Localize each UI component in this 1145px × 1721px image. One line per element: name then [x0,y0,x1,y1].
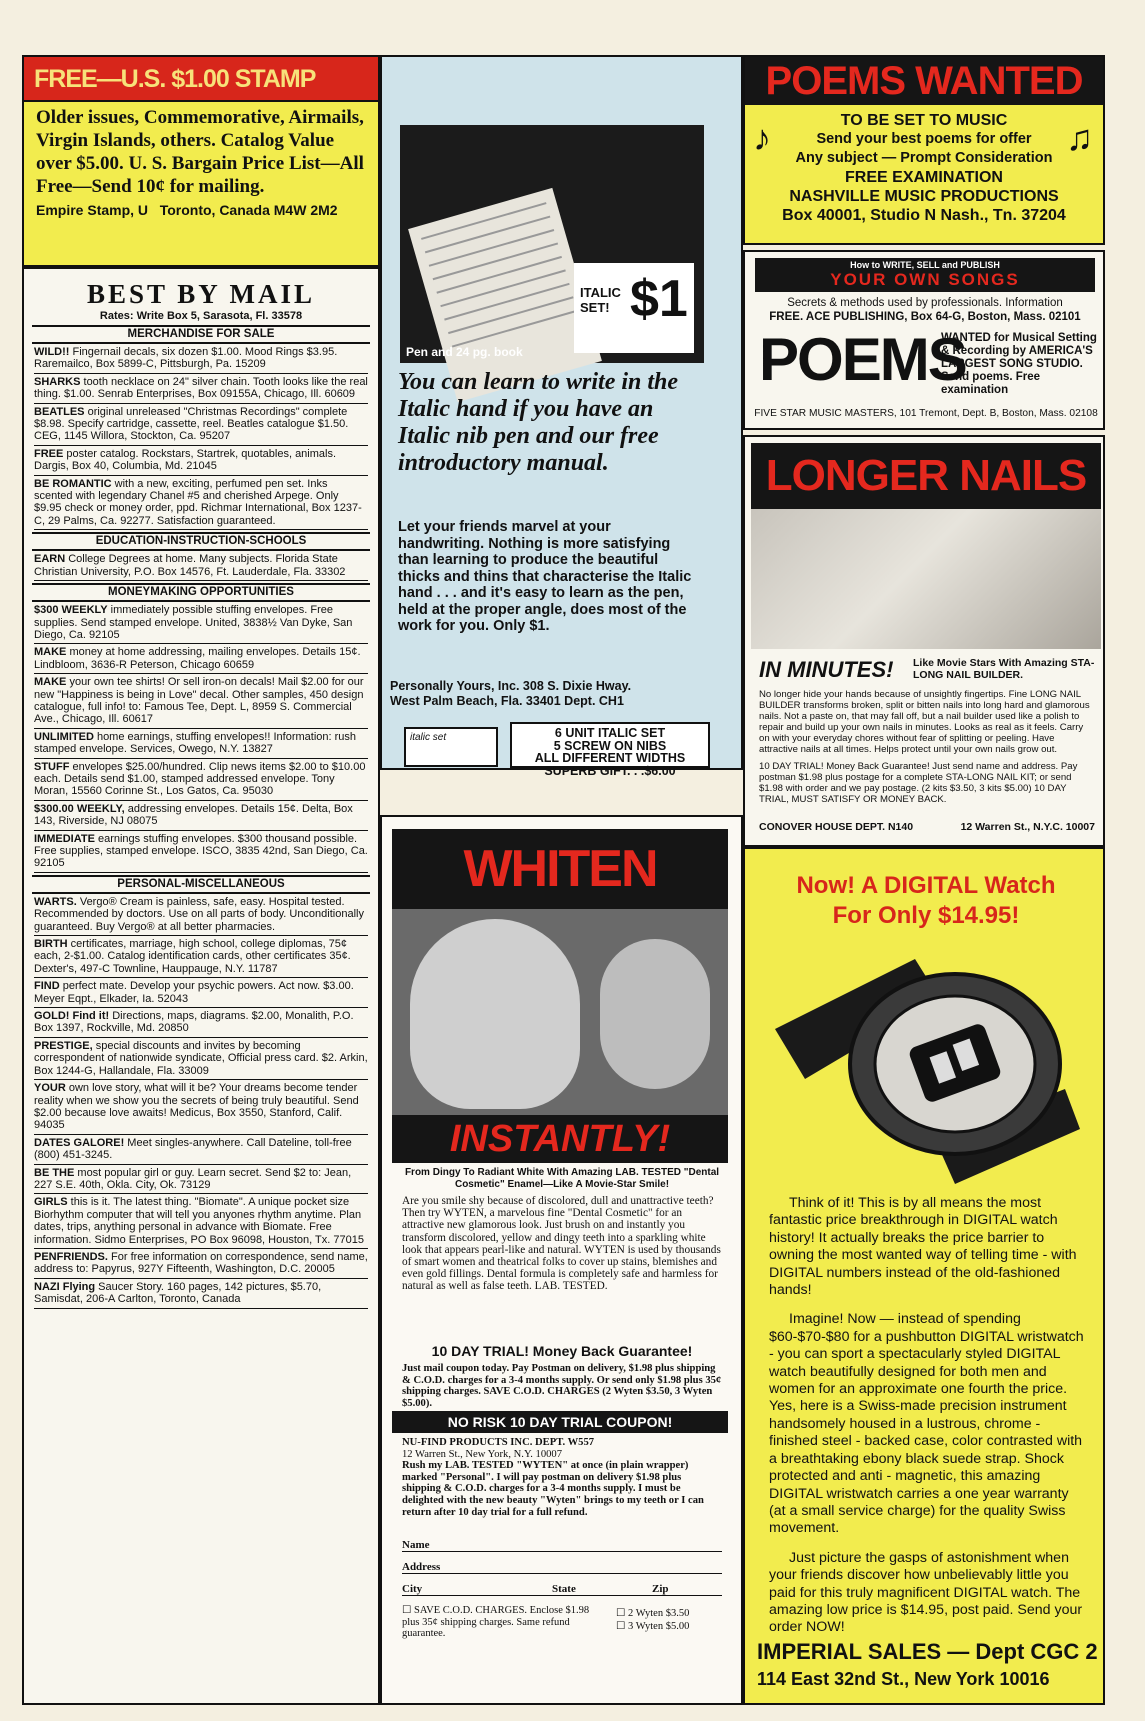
classified-text: addressing envelopes. Details 15¢. Delta, Box 143, Riverside, NJ 08075 [34,802,353,828]
poems-line-4: FREE EXAMINATION [845,169,1003,186]
man-face-illustration [600,939,710,1089]
save-cod-option[interactable] [402,1605,602,1640]
quantity-options [616,1607,689,1633]
classified-text: with a new, exciting, perfumed pen set. Inks scented with legendary Chanel #5 and cherished Arpege. Only $9.95 check or money order, ppd. Richmar International, Box 1237-C, 29 Palms, Ca. 92277. Satisfaction guaranteed. [34,477,362,527]
classified-lead: STUFF [34,760,70,773]
italic-address-line-1: Personally Yours, Inc. 308 S. Dixie Hway. [390,679,632,693]
left-column [22,55,380,1705]
zip-field-label: Zip [652,1583,669,1595]
classified-lead: DATES GALORE! [34,1136,125,1149]
teeth-trial-heading: 10 DAY TRIAL! Money Back Guarantee! [431,1343,693,1359]
smiling-faces-photo [392,909,728,1115]
classified-listing [34,1196,368,1249]
songs-info [755,296,1095,324]
classified-listing [34,1137,368,1165]
classifieds-title: BEST BY MAIL [86,279,316,309]
whiten-teeth-ad [380,815,743,1705]
classified-listing [34,731,368,759]
classified-text: most popular girl or guy. Learn secret. Send $2 to: Jean, 227 S.E. 40th, Okla. City, Ok. 73129 [34,1166,352,1191]
address-field-label: Address [402,1561,441,1573]
classified-section-heading: MERCHANDISE FOR SALE [32,325,370,344]
poems-line-1: TO BE SET TO MUSIC [840,112,1008,129]
nails-headline: LONGER NAILS [751,443,1101,509]
italic-address [390,679,720,709]
classified-section-heading: EDUCATION-INSTRUCTION-SCHOOLS [32,532,370,551]
classified-lead: PENFRIENDS. [34,1250,108,1263]
classified-listing [34,1010,368,1038]
set-line-2: 5 SCREW ON NIBS [553,738,667,753]
classified-listing [34,1082,368,1135]
classified-listing [34,376,368,404]
nails-trial: 10 DAY TRIAL! Money Back Guarantee! Just send name and address. Pay postman $1.98 plus postage for a complete STA-LONG NAIL KIT; or send $1.98 with order and we pay postage. (2 kits $3.50, 3 kits $5.00) 10 DAY TRIAL, MUST SATISFY OR MONEY BACK. [759,761,1078,805]
save-cod-checkbox[interactable]: ☐ [402,1605,415,1616]
classified-listing [34,646,368,674]
classified-section-heading: MONEYMAKING OPPORTUNITIES [32,583,370,602]
classified-text: College Degrees at home. Many subjects. Florida State Christian University, P.O. Box 14576, Ft. Lauderdale, Fla. 33302 [34,553,346,578]
italic-set-case-illustration [404,727,498,767]
classified-text: earnings stuffing envelopes. $300 thousand possible. Free supplies, stamped envelope. ISCO, 3835 42nd, San Diego, Ca. 92105 [34,832,368,870]
classified-listing [34,553,368,581]
offer-price: $1 [630,270,688,328]
best-by-mail-classifieds [22,267,380,1705]
nails-footer [759,821,1095,833]
classified-lead: YOUR [34,1082,66,1095]
songs-banner-big: YOUR OWN SONGS [830,270,1020,289]
poems-wanted-headline: POEMS WANTED [745,57,1103,105]
classified-listing [34,1281,368,1309]
classified-lead: MAKE [34,676,67,689]
set-line-1: 6 UNIT ITALIC SET [554,726,666,740]
classified-text: immediately possible stuffing envelopes. Free supplies. Send stamped envelope. United, 3838½ Van Dyke, San Diego, Ca. 92105 [34,604,353,641]
classified-lead: UNLIMITED [34,730,94,743]
set-line-3: ALL DIFFERENT WIDTHS [534,751,686,765]
classified-lead: BE ROMANTIC [34,477,112,490]
poems-wanted-ad [743,55,1105,245]
poems-line-6: Box 40001, Studio N Nash., Tn. 37204 [782,207,1066,224]
classified-lead: SHARKS [34,375,81,388]
songs-footer: FIVE STAR MUSIC MASTERS, 101 Tremont, Dept. B, Boston, Mass. 02108 [754,408,1098,419]
classified-text: own love story, what will it be? Your dreams become tender reality when we show you the secrets of being truly beautiful. Send $2.00 because love awaits! Medicus, Box 3550, Stanford, Calif. 94035 [34,1082,359,1132]
classified-listing [34,803,368,831]
stamp-footer [24,198,378,222]
classified-text: Meet singles-anywhere. Call Dateline, toll-free (800) 451-3245. [34,1136,352,1162]
set-line-4: SUPERB GIFT. . .$6.00 [544,763,676,778]
nails-in-minutes: IN MINUTES! [759,657,894,682]
watch-paragraph-3: Just picture the gasps of astonishment when your friends discover how unbelievably little you paid for this truly magnificent DIGITAL watch. The amazing low price is $14.95, post paid. Send your order NOW! [769,1549,1083,1636]
classified-listing [34,1251,368,1279]
classified-listing [34,346,368,374]
songs-info-line-1: Secrets & methods used by professionals. Information [787,297,1063,309]
watch-paragraph-2: Imagine! Now — instead of spending $60-$70-$80 for a pushbutton DIGITAL wristwatch - you can sport a spectacularly styled DIGITAL watch beautifully designed for both men and women for an approximate one fourth the price. Yes, here is a Swiss-made precision instrument handsomely housed in a lustrous, chrome - finished steel - backed case, color contrasted with a breathtaking ebony black suede strap. Shock protected and anti - magnetic, this amazing DIGITAL wristwatch carries a one year warranty (at a small service charge) for the quality Swiss movement. [769,1311,1084,1537]
classified-listing [34,406,368,446]
classified-text: Saucer Story. 160 pages, 142 pictures, $5.70, Samisdat, 206-A Carlton, Toronto, Canada [34,1280,322,1306]
classified-text: certificates, marriage, high school, college diplomas, 75¢ each, 2-$1.00. Catalog identification cards, other certificates 35¢. Dexter's, 497-C Townline, Hauppauge, N.Y. 11787 [34,938,351,975]
teeth-trial-body: Just mail coupon today. Pay Postman on delivery, $1.98 plus shipping & C.O.D. charges for a 3-4 months supply. Or send only $1.98 plus 35¢ shipping charges. SAVE C.O.D. CHARGES (2 Wyten $3.50, 3 Wyten $5.00). [402,1363,722,1409]
middle-column [380,55,743,1705]
italic-set-offer [574,263,694,353]
option-2-label: 2 Wyten $3.50 [628,1608,690,1619]
classified-section-heading: PERSONAL-MISCELLANEOUS [32,875,370,894]
hand-nails-photo [751,509,1101,649]
teeth-body: Are you smile shy because of discolored, dull and unattractive teeth? Then try WYTEN, a marvelous fine "Dental Cosmetic" for an attractive new glamorous look. Just brush on and instantly you transform discolored, yellow and dingy teeth into a sparkling white look that appears pearl-like and natural. WYTEN is used by thousands of smart women and theatrical folks to cover up stains, blemishes and even gold fillings. Dental formula is completely safe and harmless for natural as well as false teeth. LAB. TESTED. [402,1195,721,1293]
watch-headline-2: For Only $14.95! [832,902,1020,929]
classified-lead: BIRTH [34,938,68,951]
offer-line-2: SET! [580,300,610,315]
classified-lead: FREE [34,447,64,460]
classified-listing [34,478,368,531]
music-notes-icon: ♫ [1066,117,1093,158]
watch-body [769,1195,1087,1649]
longer-nails-ad [743,435,1105,847]
nails-footer-right: 12 Warren St., N.Y.C. 10007 [960,821,1095,833]
poems-side-text: WANTED for Musical Setting & Recording by AMERICA'S LARGEST SONG STUDIO. Send poems. Free examination [941,332,1097,396]
classified-text: this is it. The latest thing. "Biomate". A unique pocket size Biorhythm computer that will tell you anyones rhythm anytime. Plan dates, trips, anything personal in advance with Biomate. Free information. Sidmo Enterprises, PO Box 96098, Houston, Tx. 77015 [34,1196,364,1246]
italic-set-case-label: italic set [410,732,447,743]
teeth-subhead: INSTANTLY! [392,1115,728,1163]
pen-book-caption: Pen and 24 pg. book [406,345,523,359]
classified-lead: GOLD! Find it! [34,1010,110,1023]
classified-text: envelopes $25.00/hundred. Clip news items $2.00 to $10.00 each. Details send $1.00, stamped addressed envelope. Tony Moran, 15560 Corinne St., Los Gatos, Ca. 95030 [34,760,366,798]
watch-footer-2: 114 East 32nd St., New York 10016 [757,1669,1050,1689]
watch-paragraph-1: Think of it! This is by all means the most fantastic price breakthrough in DIGITAL watch history! It actually breaks the price barrier to owning the most wanted way of telling time - with DIGITAL numbers instead of the old-fashioned hands! [769,1195,1077,1299]
teeth-headline: WHITEN [392,829,728,909]
italic-body: Let your friends marvel at your handwriting. Nothing is more satisfying than learning to produce the beautiful thicks and thins that characterise the Italic hand . . . and it's easy to learn as the pen, held at the proper angle, does most of the work for you. Only $1. [398,519,692,634]
classified-lead: EARN [34,553,66,566]
classified-lead: WILD!! [34,346,70,358]
classified-lead: MAKE [34,646,67,659]
classified-text: poster catalog. Rockstars, Startrek, quotables, animals. Dargis, Box 40, Columbia, Md. 21045 [34,447,337,473]
classified-lead: WARTS. [34,895,77,908]
coupon-address: 12 Warren St., New York, N.Y. 10007 [402,1448,563,1460]
offer-line-1: ITALIC [580,285,621,300]
classified-lead: IMMEDIATE [34,832,95,845]
coupon-address-field[interactable] [402,1561,722,1574]
classified-text: Fingernail decals, six dozen $1.00. Mood Rings $3.95. Raremailco, Box 5899-C, Pittsburgh, Pa. 15209 [34,346,338,371]
classified-listing [34,676,368,729]
coupon-city-state-zip-field[interactable] [402,1583,722,1596]
coupon-company: NU-FIND PRODUCTS INC. DEPT. W557 [402,1437,595,1448]
poems-line-5: NASHVILLE MUSIC PRODUCTIONS [789,188,1059,205]
watch-headline [745,871,1107,931]
music-note-icon: ♪ [753,117,771,158]
classified-text: special discounts and invites by becoming correspondent of nationwide syndicate, Official press card. $2. Arkin, Box 1244-G, Hallandale, Fla. 33009 [34,1039,368,1077]
classified-text: your own tee shirts! Or sell iron-on decals! Mail $2.00 for our new "Happiness is being in Love" decal. Other samples, 450 design catalogue, full info! to: Famous Tee, Dept. L, 8959 S. Commercial Ave., Chicago, Ill. 60617 [34,676,364,726]
stamp-ad [22,55,380,267]
italic-set-box [510,722,710,778]
classified-listing [34,938,368,978]
classified-lead: BEATLES [34,405,85,418]
option-3-wyten[interactable]: ☐ 3 Wyten $5.00 [616,1621,690,1632]
poems-big-word: POEMS [759,326,966,393]
classified-lead: NAZI Flying [34,1280,96,1293]
songs-info-line-2: FREE. ACE PUBLISHING, Box 64-G, Boston, Mass. 02101 [769,311,1081,323]
classified-lead: BE THE [34,1166,75,1179]
stamp-footer-addr: Toronto, Canada M4W 2M2 [159,202,338,218]
classified-listing [34,761,368,801]
coupon-name-field[interactable] [402,1539,722,1552]
classified-lead: GIRLS [34,1196,68,1209]
classifieds-rates: Rates: Write Box 5, Sarasota, Fl. 33578 [99,310,303,322]
classified-lead: FIND [34,980,60,993]
right-column [743,55,1105,1705]
classified-lead: $300 WEEKLY [34,604,108,617]
option-2-wyten[interactable]: ☐ 2 Wyten $3.50 [616,1608,690,1619]
digital-watch-ad [743,847,1105,1705]
option-3-label: 3 Wyten $5.00 [628,1621,690,1632]
stamp-body: Older issues, Commemorative, Airmails, Virgin Islands, others. Catalog Value over $5.00. U. S. Bargain Price List—All Free—Send 10¢ for mailing. [36,107,364,197]
poems-line-3: Any subject — Prompt Consideration [795,150,1053,166]
songs-banner-small: How to WRITE, SELL and PUBLISH [850,260,1000,270]
classified-listing [34,448,368,476]
classified-text: perfect mate. Develop your psychic powers. Act now. $3.00. Meyer Eqpt., Elkader, Ia. 52043 [34,980,354,1005]
classified-listing [34,1167,368,1195]
coupon-body: Rush my LAB. TESTED "WYTEN" at once (in plain wrapper) marked "Personal". I will pay postman on delivery $1.98 plus shipping & C.O.D. charges for a 3-4 months supply. I must be delighted with the new beauty "Wyten" brings to my teeth or I can return after 10 day trial for a full refund. [402,1460,704,1518]
italic-pen-ad [380,55,743,778]
classified-listing [34,896,368,936]
digital-watch-illustration [765,939,1085,1199]
songs-banner [755,258,1095,292]
classified-text: Directions, maps, diagrams. $2.00, Monalith, P.O. Box 1397, Rockville, Md. 20850 [34,1010,354,1035]
watch-headline-1: Now! A DIGITAL Watch [796,872,1056,899]
city-field-label: City [402,1583,423,1595]
classified-lead: $300.00 WEEKLY, [34,802,125,815]
classified-text: Vergo® Cream is painless, safe, easy. Hospital tested. Recommended by doctors. Use on all parts of body. Unconditionally guaranteed. Buy Vergo® at all better pharmacies. [34,895,364,933]
classifieds-sections [24,325,378,1309]
state-field-label: State [552,1583,576,1595]
classified-listing [34,980,368,1008]
stamp-footer-name: Empire Stamp, U [36,202,149,218]
stamp-headline: FREE—U.S. $1.00 STAMP [24,57,378,102]
classified-listing [34,833,368,873]
classified-text: original unreleased "Christmas Recordings" complete $8.98. Specify cartridge, cassette, reel. Beatles catalogue $1.50. CEG, 1145 Willora, Stockton, Ca. 95207 [34,405,349,443]
save-cod-text: SAVE C.O.D. CHARGES. Enclose $1.98 plus 35¢ shipping charges. Same refund guarantee. [402,1605,590,1639]
classified-text: tooth necklace on 24" silver chain. Tooth looks like the real thing. $1.00. Senrab Enterprises, Box 09155A, Chicago, Ill. 60609 [34,375,368,401]
poems-line-2: Send your best poems for offer [816,131,1032,147]
coupon-form [402,1437,722,1518]
classified-listing [34,604,368,644]
name-field-label: Name [402,1539,430,1551]
classified-text: home earnings, stuffing envelopes!! Information: rush stamped envelope. Services, Owego, N.Y. 13827 [34,730,357,756]
nails-footer-left: CONOVER HOUSE DEPT. N140 [759,821,914,833]
woman-face-illustration [410,919,580,1109]
poems-wanted-body [745,105,1103,225]
pen-writing-photo [400,125,704,363]
your-own-songs-ad [743,250,1105,430]
italic-script-headline: You can learn to write in the Italic hand if you have an Italic nib pen and our free introductory manual. [398,369,679,476]
classified-listing [34,1040,368,1080]
italic-address-line-2: West Palm Beach, Fla. 33401 Dept. CH1 [390,694,624,708]
classified-text: For free information on correspondence, send name, address to: Papyrus, 927Y Fifteenth, Washington, D.C. 20005 [34,1250,368,1276]
classified-lead: PRESTIGE, [34,1039,93,1052]
nails-body: No longer hide your hands because of unsightly fingertips. Fine LONG NAIL BUILDER transforms broken, split or bitten nails into long hard and glamorous nails. Not a paste on, that may fall off, but a nail builder used like a polish to repair and build up your own nails in minutes. Looks as real as it feels. Carry on with your everyday chores without fear of splitting or peeling. Have attractive nails at all times. Helps protect until your own nails grow out. [759,689,1090,755]
watch-footer-1: IMPERIAL SALES — Dept CGC 2 [757,1639,1098,1664]
classified-text: money at home addressing, mailing envelopes. Details 15¢. Lindbloom, 3636-R Peterson, Chicago 60659 [34,646,361,671]
coupon-bar: NO RISK 10 DAY TRIAL COUPON! [392,1411,728,1433]
nails-tagline: Like Movie Stars With Amazing STA-LONG NAIL BUILDER. [913,657,1095,681]
teeth-tagline: From Dingy To Radiant White With Amazing LAB. TESTED "Dental Cosmetic" Enamel—Like A Movie-Star Smile! [404,1167,720,1190]
